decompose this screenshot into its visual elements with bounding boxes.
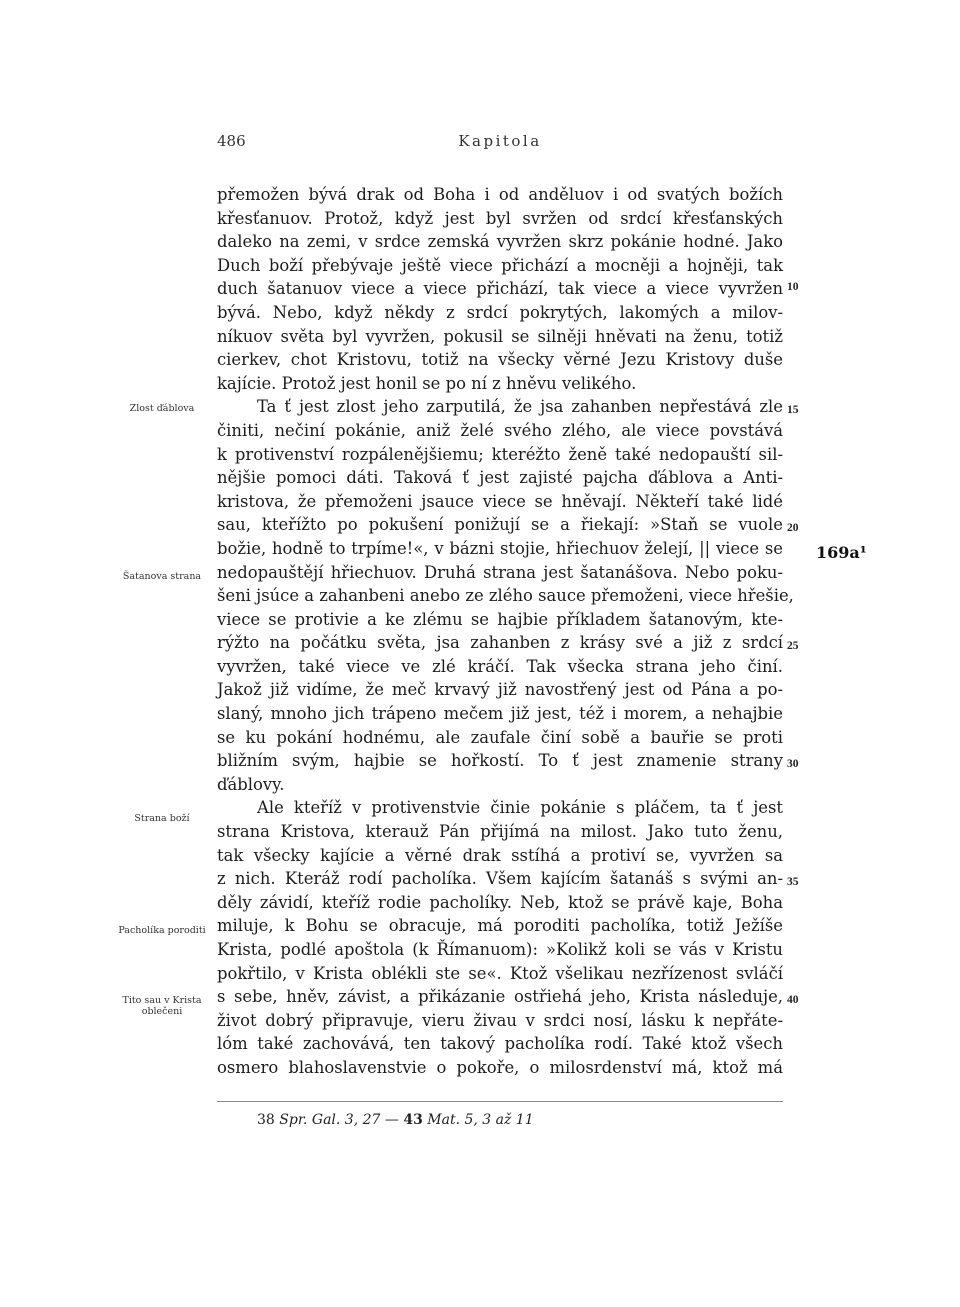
line-number: 15 [787, 404, 799, 416]
text-line: bližním svým, hajbie se hořkostí. To ť jest znamenie strany [217, 751, 783, 771]
footnote-rule [217, 1101, 783, 1102]
footnote-line-number: 43 [403, 1112, 423, 1128]
text-line: miluje, k Bohu se obracuje, má poroditi pacholíka, totiž Ježíše [217, 916, 783, 936]
text-line: z nich. Kteráž rodí pacholíka. Všem kajícím šatanáš s svými an- [217, 869, 783, 889]
text-line: Krista, podlé apoštola (k Římanuom): »Kolikž koli se vás v Kristu [217, 940, 783, 959]
line-number: 30 [787, 758, 799, 770]
text-line: Duch boží přebývaje ještě viece přichází a mocněji a hojněji, tak [217, 255, 783, 275]
text-line: život dobrý připravuje, vieru živau v srdci nosí, lásku k nepřáte- [217, 1010, 783, 1030]
text-line: se ku pokání hodnému, ale zaufale činí sobě a bauřie se proti [217, 727, 783, 747]
footnote-reference: Spr. Gal. 3, 27 [279, 1112, 381, 1128]
text-line: daleko na zemi, v srdce zemská vyvržen skrz pokánie hodné. Jako [217, 232, 783, 252]
text-line: kajície. Protož jest honil se po ní z hněvu velikého. [217, 373, 637, 393]
margin-note: Tito sau v Krista oblečeni [122, 995, 202, 1017]
line-number: 25 [787, 640, 799, 652]
text-line: Ale kteříž v protivenstvie činie pokánie s pláčem, ta ť jest [257, 798, 783, 818]
text-line: lóm také zachovává, ten takový pacholíka rodí. Také ktož všech [217, 1034, 783, 1054]
page-header [0, 132, 960, 156]
footnote-line-number: 38 [257, 1112, 275, 1128]
footnote [257, 1112, 534, 1128]
text-line: rýžto na počátku světa, jsa zahanben z krásy své a již z srdcí [217, 633, 783, 653]
margin-note: Strana boží [134, 813, 190, 824]
line-number: 10 [787, 281, 799, 293]
text-line: děly závidí, kteříž rodie pacholíky. Neb, ktož se právě kaje, Boha [217, 892, 783, 912]
text-line: duch šatanuov viece a viece přichází, tak viece a viece vyvržen [217, 279, 783, 299]
text-line: činiti, nečiní pokánie, aniž želé svého zlého, ale viece povstává [217, 420, 783, 440]
text-line: nedopauštějí hřiechuov. Druhá strana jest šatanášova. Nebo poku- [217, 562, 783, 582]
text-line: Jakož již vidíme, že meč krvavý již navostřený jest od Pána a po- [217, 680, 783, 700]
text-line: cierkev, chot Kristovu, totiž na všecky věrné Jezu Kristovy duše [217, 350, 783, 370]
margin-note: Zlost ďáblova [129, 403, 195, 414]
text-line: kristova, že přemoženi jsauce viece se hněvají. Někteří také lidé [217, 491, 783, 511]
text-line: slaný, mnoho jich trápeno mečem již jest, též i morem, a nehajbie [217, 704, 783, 724]
margin-note: Pacholíka poroditi [118, 925, 206, 936]
text-line: božie, hodně to trpíme!«, v bázni stojie, hřiechuov želejí, || viece se [217, 538, 783, 558]
text-line: sau, kteřížto po pokušení ponižují se a řiekají: »Staň se vuole [217, 515, 783, 535]
footnote-dash: — [384, 1112, 399, 1128]
line-number: 35 [787, 876, 799, 888]
page-number: 486 [217, 132, 246, 150]
text-line: vyvržen, také viece ve zlé kráčí. Tak všecka strana jeho činí. [217, 656, 783, 676]
text-line: šeni jsúce a zahanbeni anebo ze zlého sauce přemoženi, viece hřešie, [217, 586, 794, 606]
running-title: Kapitola [458, 132, 542, 150]
text-line: křesťanuov. Protož, když jest byl svržen od srdcí křesťanských [217, 208, 783, 228]
text-line: přemožen bývá drak od Boha i od anděluov i od svatých božích [217, 185, 783, 204]
text-line: Ta ť jest zlost jeho zarputilá, že jsa zahanben nepřestává zle [257, 397, 783, 417]
text-line: tak všecky kajície a věrné drak sstíhá a protiví se, vyvržen sa [217, 845, 783, 865]
text-line: ďáblovy. [217, 774, 285, 794]
folio-marker: 169a¹ [816, 543, 867, 562]
text-line: osmero blahoslavenstvie o pokoře, o milosrdenství má, ktož má [217, 1057, 783, 1077]
margin-note: Šatanova strana [122, 571, 202, 582]
text-line: k protivenství rozpálenějšiemu; kteréžto ženě také nedopauští sil- [217, 444, 783, 464]
text-line: pokřtilo, v Krista oblékli ste se«. Ktož všelikau nezřízenost svláčí [217, 963, 783, 983]
line-number: 40 [787, 994, 799, 1006]
footnote-reference: Mat. 5, 3 až 11 [427, 1112, 534, 1128]
text-line: viece se protivie a ke zlému se hajbie příkladem šatanovým, kte- [217, 609, 783, 629]
text-line: nějšie pomoci dáti. Taková ť jest zajisté pajcha ďáblova a Anti- [217, 468, 783, 488]
text-line: strana Kristova, kterauž Pán přijímá na milost. Jako tuto ženu, [217, 822, 783, 842]
line-number: 20 [787, 522, 799, 534]
text-line: níkuov světa byl vyvržen, pokusil se silněji hněvati na ženu, totiž [217, 326, 783, 346]
text-line: s sebe, hněv, závist, a přikázanie ostřiehá jeho, Krista následuje, [217, 987, 783, 1007]
text-line: bývá. Nebo, když někdy z srdcí pokrytých, lakomých a milov- [217, 302, 783, 322]
